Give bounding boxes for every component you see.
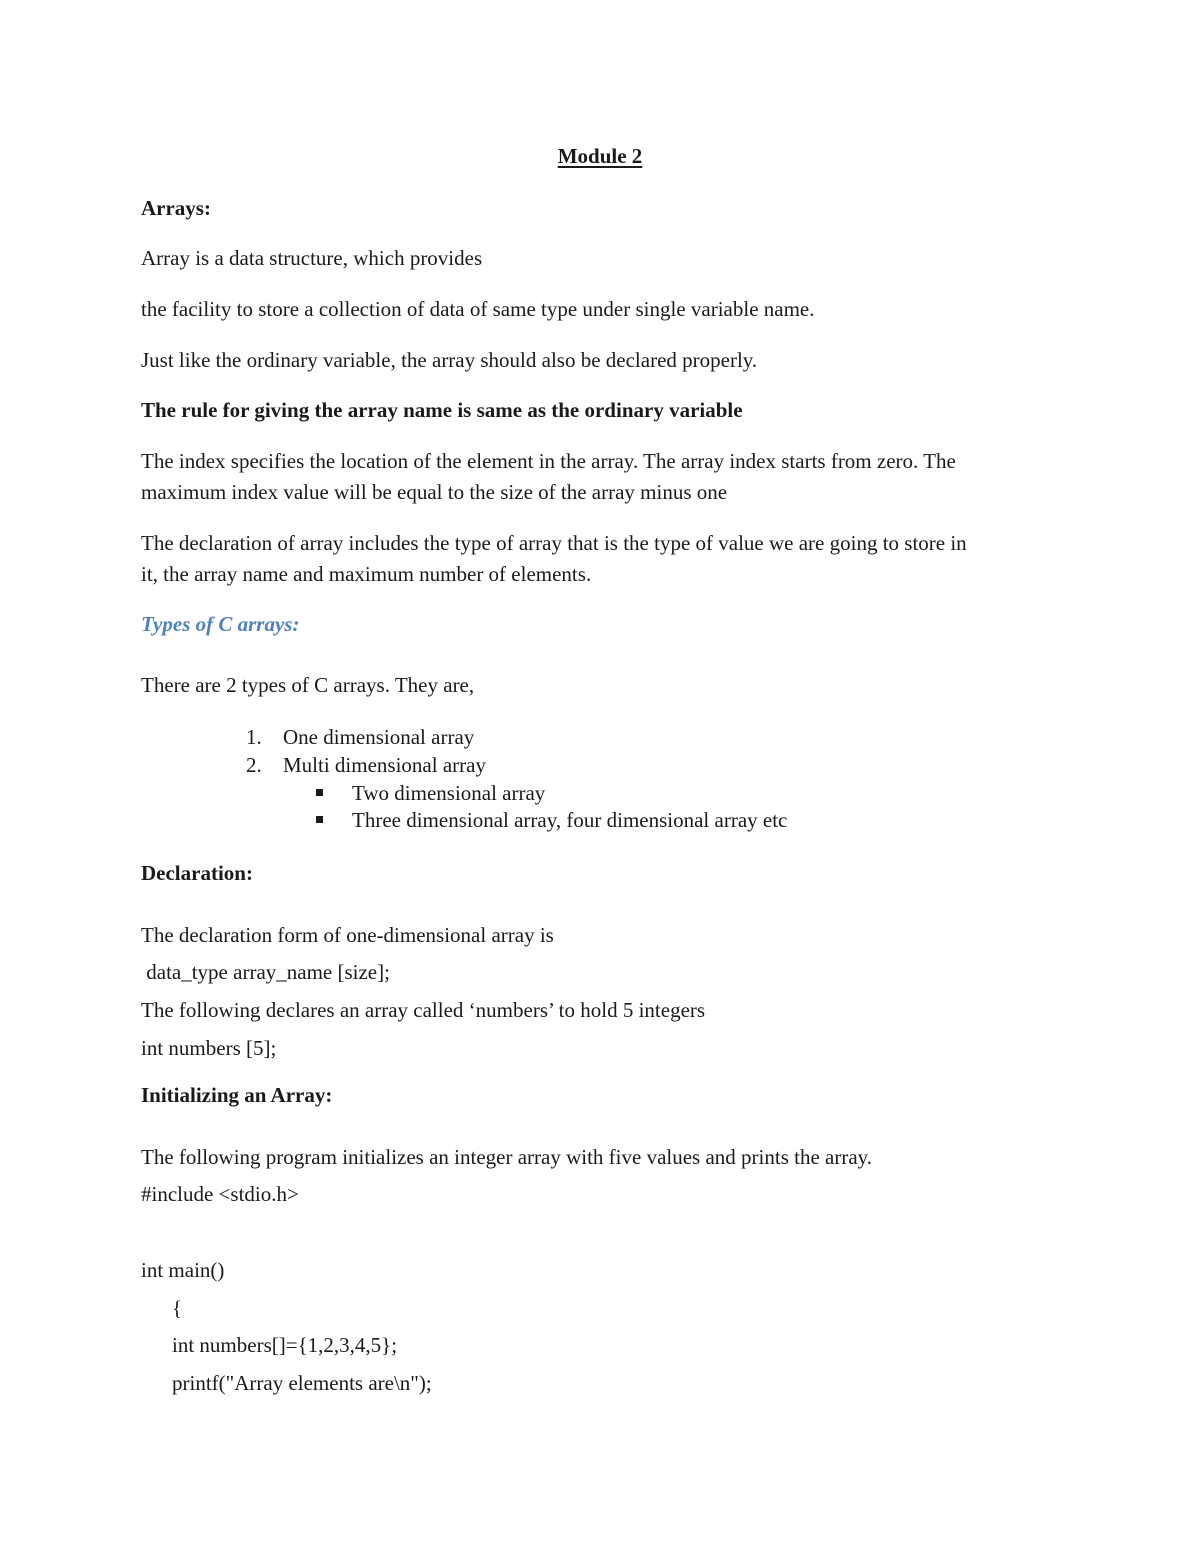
declaration-heading: Declaration: [141,861,253,885]
list-marker: 1. [246,725,262,749]
index-para-line-2: maximum index value will be equal to the size of the array minus one [141,480,728,504]
declaration-syntax: data_type array_name [size]; [141,960,390,984]
code-line-array: int numbers[]={1,2,3,4,5}; [172,1333,398,1357]
types-intro: There are 2 types of C arrays. They are, [141,673,475,697]
sub-list-item [0,810,1200,834]
sub-list-item [0,783,1200,807]
intro-line-3: Just like the ordinary variable, the array should also be declared properly. [141,348,758,372]
code-line-printf: printf("Array elements are\n"); [172,1371,432,1395]
init-intro: The following program initializes an integer array with five values and prints the array. [141,1145,873,1169]
intro-line-2: the facility to store a collection of data of same type under single variable name. [141,297,815,321]
declaration-line-1: The declaration form of one-dimensional array is [141,923,554,947]
declaration-para-line-2: it, the array name and maximum number of elements. [141,562,592,586]
sub-list-text: Three dimensional array, four dimensional array etc [352,808,788,832]
declaration-line-3: The following declares an array called ‘numbers’ to hold 5 integers [141,998,706,1022]
list-marker: 2. [246,753,262,777]
init-heading: Initializing an Array: [141,1083,333,1107]
declaration-para-line-1: The declaration of array includes the type of array that is the type of value we are going to store in [141,531,967,555]
list-item [0,727,1200,751]
arrays-heading: Arrays: [141,196,211,220]
index-para-line-1: The index specifies the location of the element in the array. The array index starts from zero. The [141,449,956,473]
page-title: Module 2 [557,144,643,168]
declaration-example: int numbers [5]; [141,1036,277,1060]
square-bullet-icon [316,816,323,823]
list-item [0,755,1200,779]
code-line-brace: { [172,1296,183,1320]
sub-list-text: Two dimensional array [352,781,546,805]
code-line-include: #include <stdio.h> [141,1182,299,1206]
types-heading: Types of C arrays: [141,612,300,636]
square-bullet-icon [316,789,323,796]
list-text: One dimensional array [283,725,475,749]
rule-statement: The rule for giving the array name is same as the ordinary variable [141,398,743,422]
code-line-main: int main() [141,1258,225,1282]
intro-line-1: Array is a data structure, which provides [141,246,483,270]
list-text: Multi dimensional array [283,753,486,777]
